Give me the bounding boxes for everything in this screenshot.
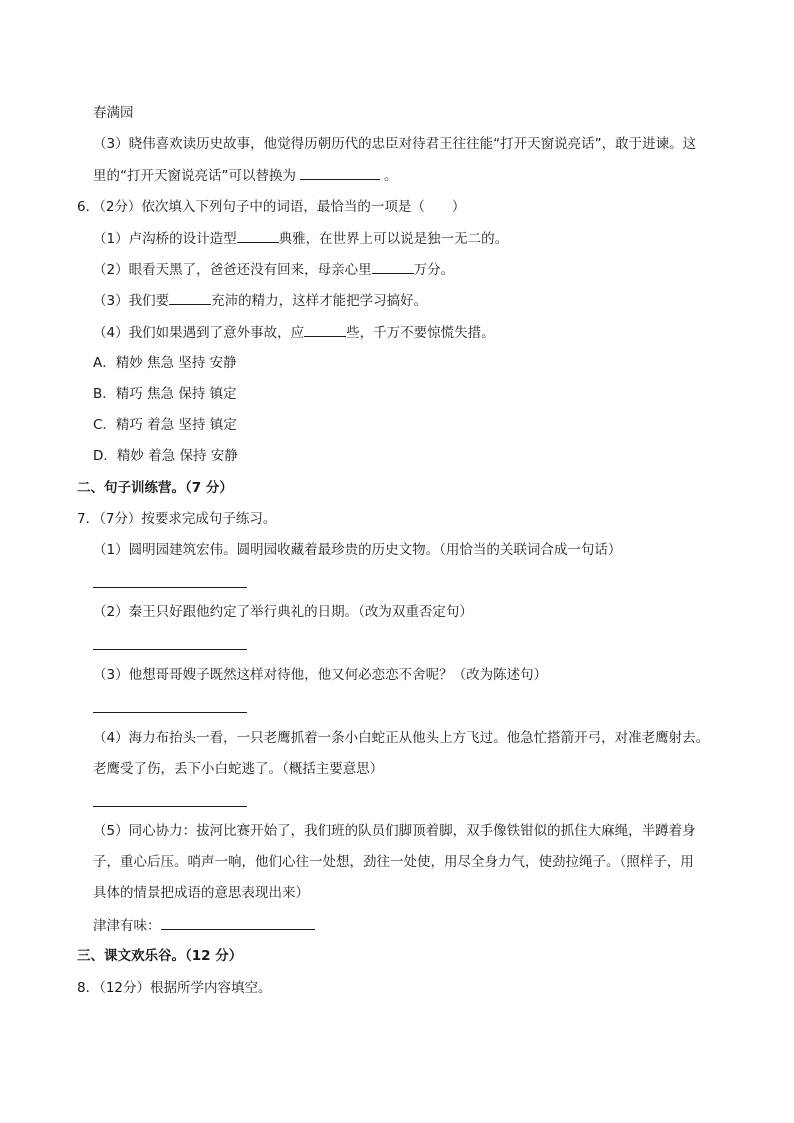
question-6: 6．（2分）依次填入下列句子中的词语，最恰当的一项是（ ） (77, 199, 466, 215)
section-heading: 三、课文欢乐谷。（12 分） (77, 948, 243, 964)
answer-line[interactable] (93, 649, 247, 650)
answer-line[interactable] (93, 712, 247, 713)
text-line: （3）晓伟喜欢读历史故事，他觉得历朝历代的忠臣对待君王往往能“打开天窗说亮话”，敢于进谏。这 (93, 136, 697, 152)
option-c[interactable]: C．精巧 着急 坚持 镇定 (93, 417, 237, 433)
text-line: （4）我们如果遇到了意外事故，应 些，千万不要惊慌失措。 (93, 322, 495, 343)
fill-blank[interactable] (161, 915, 315, 930)
text-line: （3）他想哥哥嫂子既然这样对待他，他又何必恋恋不舍呢？（改为陈述句） (93, 667, 548, 683)
question-8: 8．（12分）根据所学内容填空。 (77, 980, 272, 996)
option-d[interactable]: D．精妙 着急 保持 安静 (93, 448, 238, 464)
text-line: 津津有味： (93, 915, 315, 936)
text-line: 春满园 (93, 105, 134, 121)
fill-blank[interactable] (304, 322, 346, 337)
text-line: 里的“打开天窗说亮话”可以替换为 。 (93, 165, 398, 186)
question-7: 7．（7分）按要求完成句子练习。 (77, 511, 277, 527)
text-line: 子，重心后压。哨声一响，他们心往一处想，劲往一处使，用尽全身力气，使劲拉绳子。（照样子，用 (93, 854, 694, 870)
text-line: （3）我们要 充沛的精力，这样才能把学习搞好。 (93, 290, 427, 311)
option-a[interactable]: A．精妙 焦急 坚持 安静 (93, 355, 237, 371)
option-b[interactable]: B．精巧 焦急 保持 镇定 (93, 386, 237, 402)
answer-line[interactable] (93, 587, 247, 588)
text-line: （5）同心协力：拔河比赛开始了，我们班的队员们脚顶着脚，双手像铁钳似的抓住大麻绳，半蹲着身 (93, 823, 696, 839)
text-line: （1）圆明园建筑宏伟。圆明园收藏着最珍贵的历史文物。（用恰当的关联词合成一句话） (93, 542, 622, 558)
fill-blank[interactable] (300, 165, 380, 180)
text-line: 具体的情景把成语的意思表现出来） (93, 885, 309, 901)
fill-blank[interactable] (169, 290, 211, 305)
text-line: （4）海力布抬头一看，一只老鹰抓着一条小白蛇正从他头上方飞过。他急忙搭箭开弓，对准老鹰射去。 (93, 730, 710, 746)
text-line: 老鹰受了伤，丢下小白蛇逃了。（概括主要意思） (93, 761, 384, 777)
section-heading: 二、句子训练营。（7 分） (77, 480, 233, 496)
answer-line[interactable] (93, 806, 247, 807)
text-line: （1）卢沟桥的设计造型 典雅，在世界上可以说是独一无二的。 (93, 228, 508, 249)
text-line: （2）眼看天黑了，爸爸还没有回来，母亲心里 万分。 (93, 259, 454, 280)
text-line: （2）秦王只好跟他约定了举行典礼的日期。（改为双重否定句） (93, 604, 473, 620)
fill-blank[interactable] (372, 259, 414, 274)
fill-blank[interactable] (237, 228, 279, 243)
